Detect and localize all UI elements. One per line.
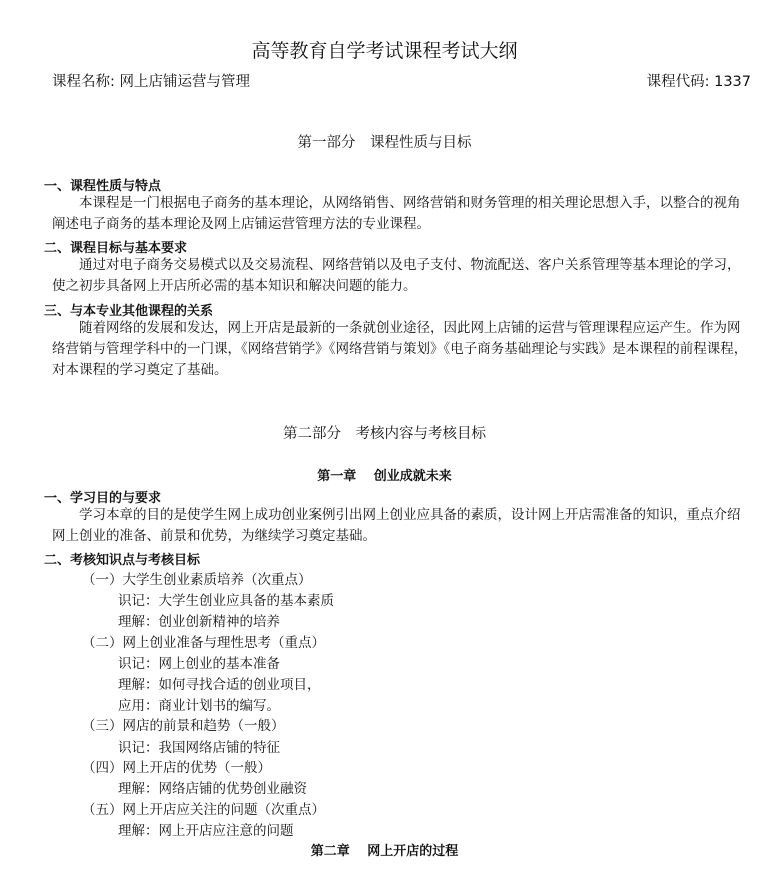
knowledge-point-item: 识记：大学生创业应具备的基本素质 bbox=[118, 593, 334, 609]
section-heading: 二、课程目标与基本要求 bbox=[44, 241, 188, 256]
part2-title: 第二部分 考核内容与考核目标 bbox=[283, 426, 486, 442]
knowledge-point-item: 理解：如何寻找合适的创业项目， bbox=[118, 677, 321, 693]
section-heading: 一、课程性质与特点 bbox=[44, 179, 162, 194]
section-heading: 二、考核知识点与考核目标 bbox=[44, 553, 201, 568]
knowledge-point-item: 理解：网上开店应注意的问题 bbox=[118, 823, 294, 839]
knowledge-point-title: （二）网上创业准备与理性思考（重点） bbox=[82, 635, 325, 651]
knowledge-point-item: 理解：网络店铺的优势创业融资 bbox=[118, 781, 307, 797]
knowledge-point-item: 应用：商业计划书的编写。 bbox=[118, 698, 280, 714]
section-heading: 三、与本专业其他课程的关系 bbox=[44, 304, 214, 319]
section-body: 学习本章的目的是使学生网上成功创业案例引出网上创业应具备的素质，设计网上开店需准备的知识，重点介绍网上创业的准备、前景和优势，为继续学习奠定基础。 bbox=[52, 507, 741, 544]
knowledge-point-item: 理解：创业创新精神的培养 bbox=[118, 614, 280, 630]
knowledge-point-item: 识记：我国网络店铺的特征 bbox=[118, 740, 280, 756]
knowledge-point-title: （三）网店的前景和趋势（一般） bbox=[82, 718, 285, 734]
knowledge-point-title: （一）大学生创业素质培养（次重点） bbox=[82, 572, 312, 588]
knowledge-point-title: （五）网上开店应关注的问题（次重点） bbox=[82, 802, 325, 818]
section-body: 本课程是一门根据电子商务的基本理论，从网络销售、网络营销和财务管理的相关理论思想入手，以整合的视角阐述电子商务的基本理论及网上店铺运营管理方法的专业课程。 bbox=[52, 195, 741, 232]
course-code: 课程代码: 1337 bbox=[646, 74, 751, 90]
chapter-title: 第二章 网上开店的过程 bbox=[310, 844, 459, 859]
part1-title: 第一部分 课程性质与目标 bbox=[297, 135, 472, 151]
chapter-title: 第一章 创业成就未来 bbox=[317, 469, 452, 484]
section-body: 通过对电子商务交易模式以及交易流程、网络营销以及电子支付、物流配送、客户关系管理等基本理论的学习，使之初步具备网上开店所必需的基本知识和解决问题的能力。 bbox=[52, 257, 741, 294]
section-body: 随着网络的发展和发达，网上开店是最新的一条就创业途径，因此网上店铺的运营与管理课程应运产生。作为网络营销与管理学科中的一门课，《网络营销学》《网络营销与策划》《电子商务基础理论与实践》是本课程的前程课程，对本课程的学习奠定了基础。 bbox=[52, 320, 748, 378]
section-heading: 一、学习目的与要求 bbox=[44, 491, 162, 506]
course-name: 课程名称: 网上店铺运营与管理 bbox=[52, 74, 250, 90]
document-title: 高等教育自学考试课程考试大纲 bbox=[251, 40, 518, 62]
knowledge-point-item: 识记：网上创业的基本准备 bbox=[118, 656, 280, 672]
knowledge-point-title: （四）网上开店的优势（一般） bbox=[82, 760, 271, 776]
